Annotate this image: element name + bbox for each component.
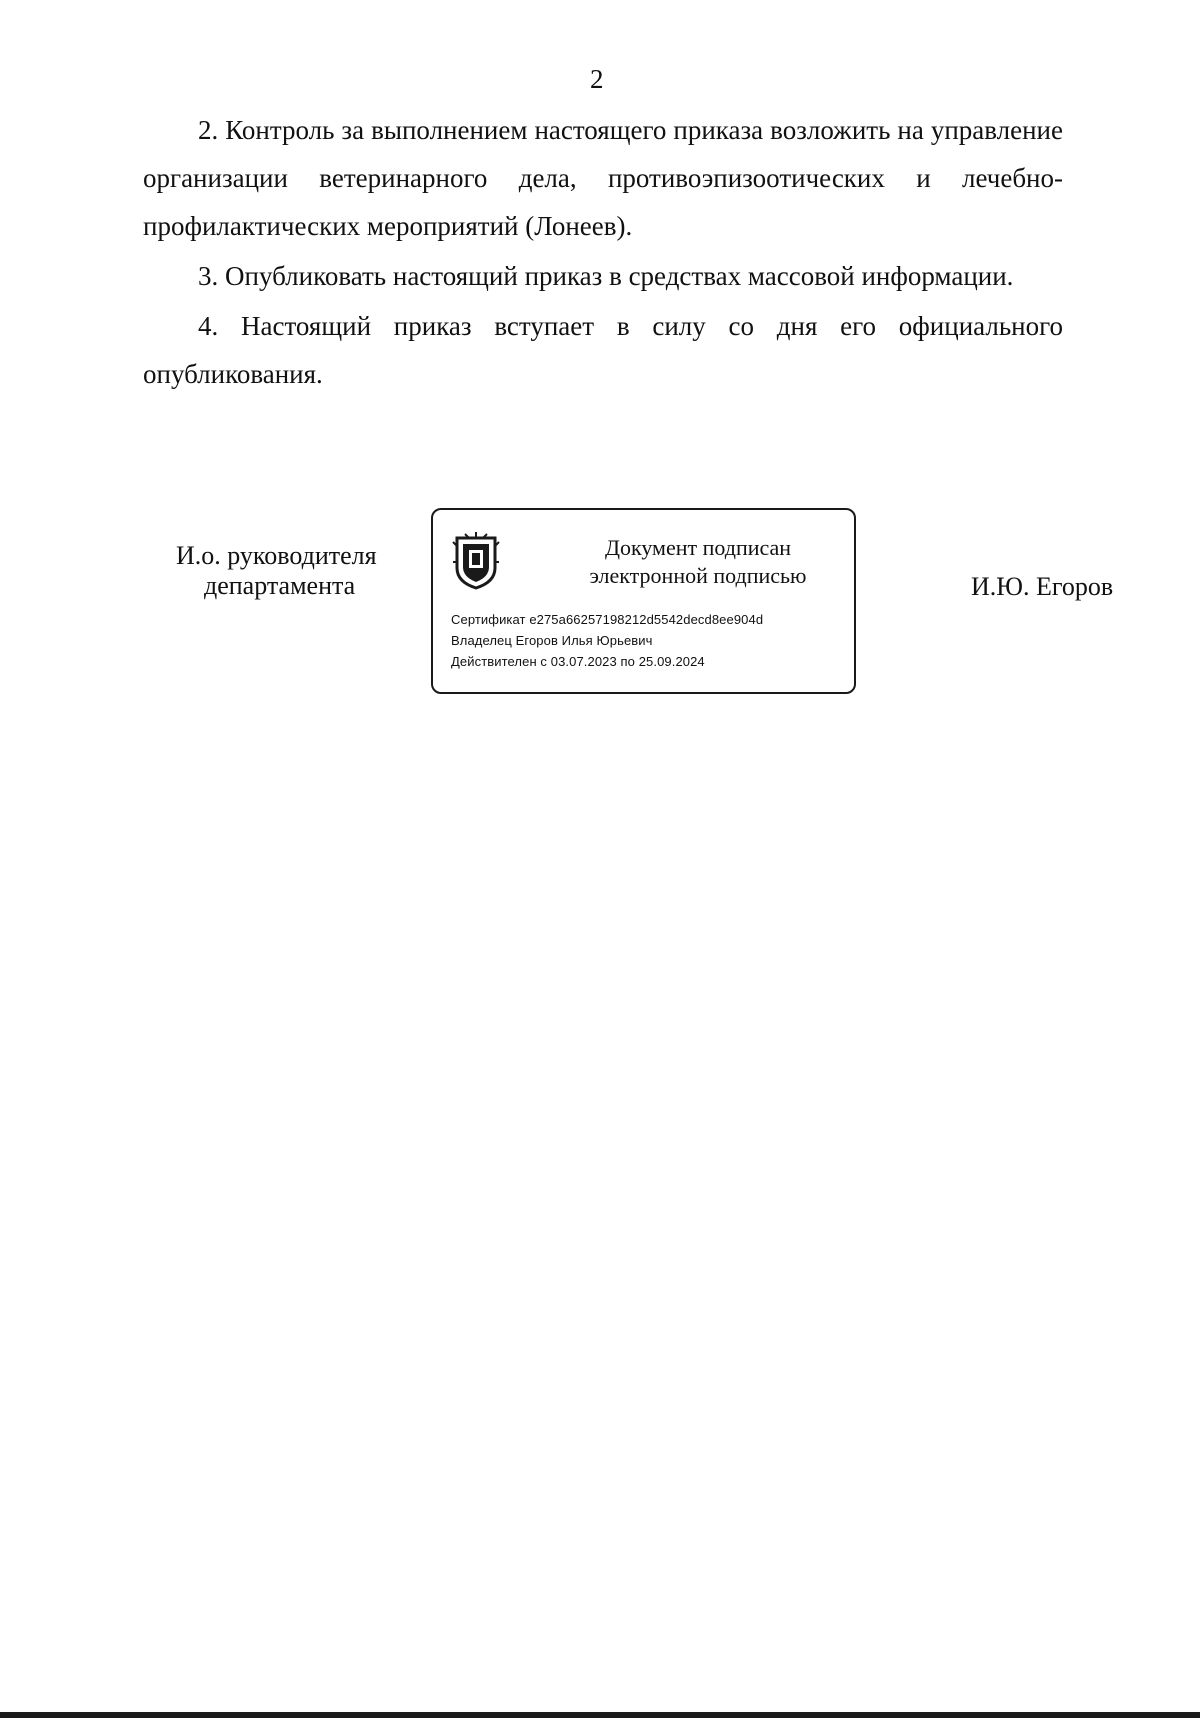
page-number: 2 [590,64,604,94]
signatory-position [176,541,377,601]
stamp-details [451,609,763,672]
document-body [143,106,1063,400]
page-edge [0,1712,1200,1718]
paragraph-control: 2. Контроль за выполнением настоящего приказа возложить на управление организации ветеринарного дела, противоэпизоотических и лечебно-профилактических мероприятий (Лонеев). [143,115,1063,241]
stamp-certificate: Сертификат e275a66257198212d5542decd8ee904d [451,612,764,627]
signatory-name: И.Ю. Егоров [971,572,1114,601]
signatory-position-line1: И.о. руководителя [176,541,377,570]
electronic-signature-stamp [431,508,856,694]
stamp-owner: Владелец Егоров Илья Юрьевич [451,633,653,648]
paragraph-publish: 3. Опубликовать настоящий приказ в средствах массовой информации. [198,261,1014,291]
stamp-title-line2: электронной подписью [589,563,807,588]
stamp-title-line1: Документ подписан [604,535,792,560]
signatory-position-line2: департамента [204,571,356,600]
coat-of-arms-icon [451,532,501,590]
stamp-validity: Действителен с 03.07.2023 по 25.09.2024 [451,654,705,669]
paragraph-effective: 4. Настоящий приказ вступает в силу со дня его официального опубликования. [143,311,1063,389]
stamp-title [553,534,843,590]
